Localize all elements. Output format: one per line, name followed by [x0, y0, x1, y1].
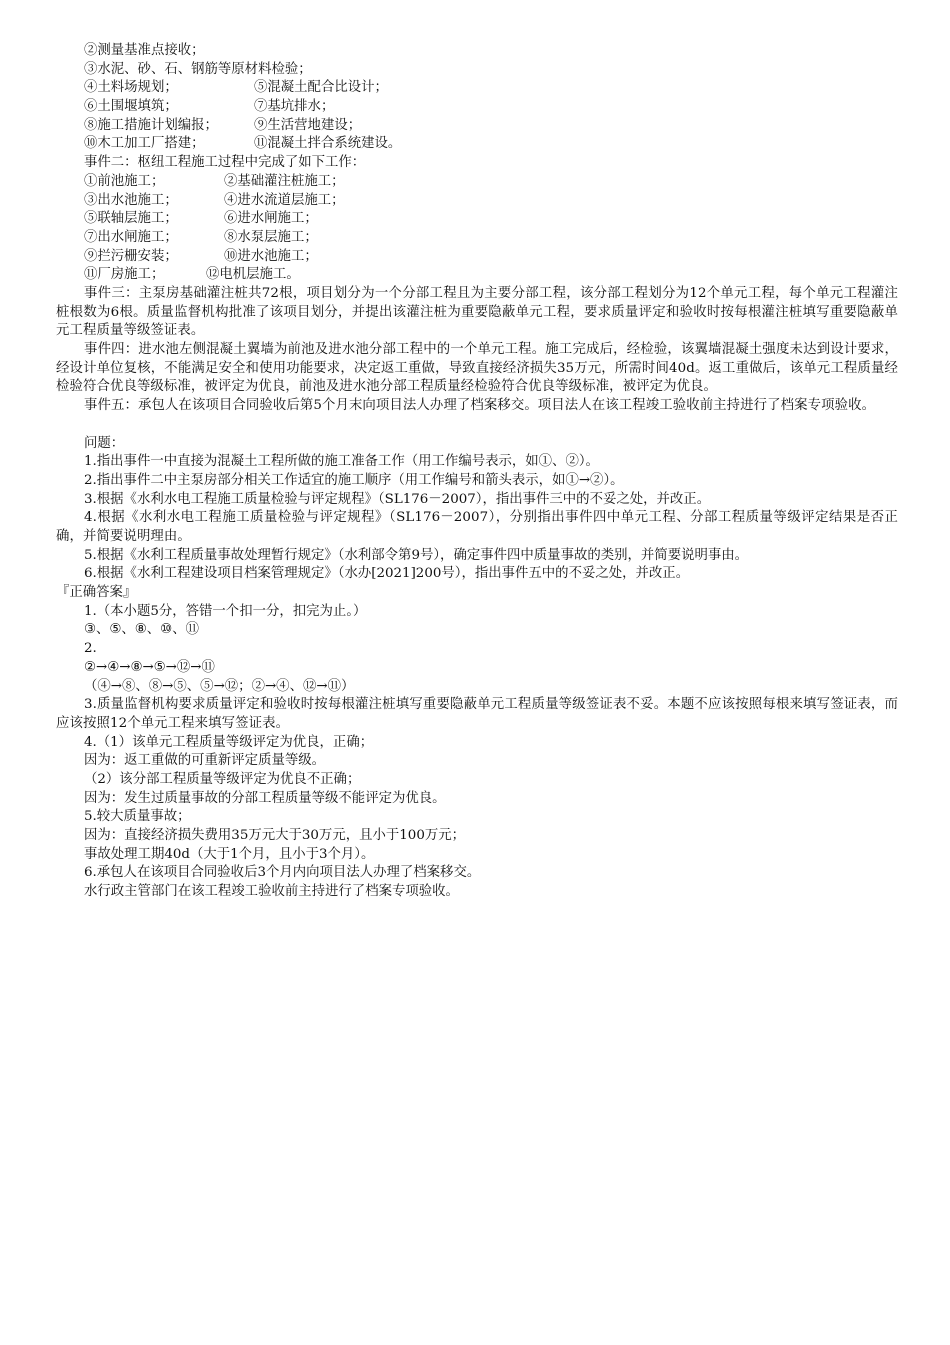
event2-pair-row	[56, 210, 898, 229]
answer-2-number: 2.	[84, 641, 97, 657]
question-6: 6.根据《水利工程建设项目档案管理规定》（水办[2021]200号），指出事件五中的不妥之处，并改正。	[84, 566, 690, 582]
answer-2-alternative: （④→⑧、⑧→⑤、⑤→⑫；②→④、⑫→⑪）	[84, 678, 355, 694]
event1-item: ⑨生活营地建设；	[254, 117, 362, 133]
event2-item: ④进水流道层施工；	[224, 192, 345, 208]
event2-pair-row	[56, 266, 898, 285]
event2-item: ⑨拦污栅安装；	[84, 248, 178, 264]
questions-title: 问题：	[84, 435, 125, 451]
question-3: 3.根据《水利水电工程施工质量检验与评定规程》（SL176－2007），指出事件三中的不妥之处，并改正。	[84, 491, 711, 507]
event2-pair-row	[56, 248, 898, 267]
event2-item: ②基础灌注桩施工；	[224, 173, 345, 189]
document-body	[56, 42, 898, 902]
event5-paragraph: 事件五：承包人在该项目合同验收后第5个月末向项目法人办理了档案移交。项目法人在该工程竣工验收前主持进行了档案专项验收。	[84, 398, 876, 414]
answer-1-note: 1.（本小题5分，答错一个扣一分，扣完为止。）	[84, 603, 367, 619]
event1-item: ⑥土围堰填筑；	[84, 99, 178, 115]
event1-item: ⑩木工加工厂搭建；	[84, 136, 205, 152]
event1-item: ⑪混凝土拌合系统建设。	[254, 136, 402, 152]
answer-2-sequence: ②→④→⑧→⑤→⑫→⑪	[84, 659, 215, 675]
answer-6: 6.承包人在该项目合同验收后3个月内向项目法人办理了档案移交。	[84, 865, 481, 881]
spacer	[56, 416, 898, 435]
event2-item: ⑪厂房施工；	[84, 267, 165, 283]
answer-6-correction: 水行政主管部门在该工程竣工验收前主持进行了档案专项验收。	[84, 884, 459, 900]
event1-item: ⑦基坑排水；	[254, 99, 335, 115]
event2-intro: 事件二：枢纽工程施工过程中完成了如下工作：	[84, 155, 366, 171]
question-5: 5.根据《水利工程质量事故处理暂行规定》（水利部令第9号），确定事件四中质量事故的类别，并简要说明事由。	[84, 547, 749, 563]
event2-item: ①前池施工；	[84, 173, 165, 189]
answer-5: 5.较大质量事故；	[84, 809, 191, 825]
answer-1: ③、⑤、⑧、⑩、⑪	[84, 622, 199, 638]
event1-pair-row	[56, 79, 898, 98]
question-2: 2.指出事件二中主泵房部分相关工作适宜的施工顺序（用工作编号和箭头表示，如①→②）。	[84, 472, 624, 488]
event2-item: ⑧水泵层施工；	[224, 229, 318, 245]
event2-item: ⑥进水闸施工；	[224, 211, 318, 227]
event1-pair-row	[56, 98, 898, 117]
event2-item: ⑤联轴层施工；	[84, 211, 178, 227]
question-1: 1.指出事件一中直接为混凝土工程所做的施工准备工作（用工作编号表示，如①、②）。	[84, 454, 599, 470]
event2-pair-row	[56, 192, 898, 211]
answer-4-part1: 4.（1）该单元工程质量等级评定为优良，正确；	[84, 734, 374, 750]
event2-item: ⑦出水闸施工；	[84, 229, 178, 245]
event1-item: ⑤混凝土配合比设计；	[254, 80, 388, 96]
event1-pair-row	[56, 135, 898, 154]
event1-item-2: ②测量基准点接收；	[84, 43, 205, 58]
event2-pair-row	[56, 229, 898, 248]
answer-3: 3.质量监督机构要求质量评定和验收时按每根灌注桩填写重要隐蔽单元工程质量等级签证表不妥。本题不应该按照每根来填写签证表，而应该按照12个单元工程来填写签证表。	[56, 697, 898, 731]
event2-item: ③出水池施工；	[84, 192, 178, 208]
event2-pair-row	[56, 173, 898, 192]
event3-paragraph: 事件三：主泵房基础灌注桩共72根，项目划分为一个分部工程且为主要分部工程，该分部工程划分为12个单元工程，每个单元工程灌注桩根数为6根。质量监督机构批准了该项目划分，并提出该灌注桩为重要隐蔽单元工程，要求质量评定和验收时按每根灌注桩填写重要隐蔽单元工程质量等级签证表。	[56, 285, 898, 339]
answer-5-reason-1: 因为：直接经济损失费用35万元大于30万元，且小于100万元；	[84, 828, 466, 844]
event1-item: ④土料场规划；	[84, 80, 178, 96]
event2-item: ⑩进水池施工；	[224, 248, 318, 264]
answers-title: 『正确答案』	[56, 585, 137, 601]
event1-pair-row	[56, 117, 898, 136]
event2-item: ⑫电机层施工。	[206, 267, 300, 283]
answer-4-part2-reason: 因为：发生过质量事故的分部工程质量等级不能评定为优良。	[84, 790, 446, 806]
answer-5-reason-2: 事故处理工期40d（大于1个月，且小于3个月）。	[84, 846, 375, 862]
event1-item-3: ③水泥、砂、石、钢筋等原材料检验；	[84, 61, 312, 77]
event4-paragraph: 事件四：进水池左侧混凝土翼墙为前池及进水池分部工程中的一个单元工程。施工完成后，经检验，该翼墙混凝土强度未达到设计要求，经设计单位复核，不能满足安全和使用功能要求，决定返工重做，导致直接经济损失35万元，所需时间40d。返工重做后，该单元工程质量经检验符合优良等级标准，被评定为优良，前池及进水池分部工程质量经检验符合优良等级标准，被评定为优良。	[56, 342, 898, 395]
answer-4-part1-reason: 因为：返工重做的可重新评定质量等级。	[84, 753, 326, 769]
answer-4-part2: （2）该分部工程质量等级评定为优良不正确；	[84, 771, 361, 787]
question-4: 4.根据《水利水电工程施工质量检验与评定规程》（SL176－2007），分别指出事件四中单元工程、分部工程质量等级评定结果是否正确，并简要说明理由。	[56, 510, 898, 544]
event1-item: ⑧施工措施计划编报；	[84, 117, 218, 133]
